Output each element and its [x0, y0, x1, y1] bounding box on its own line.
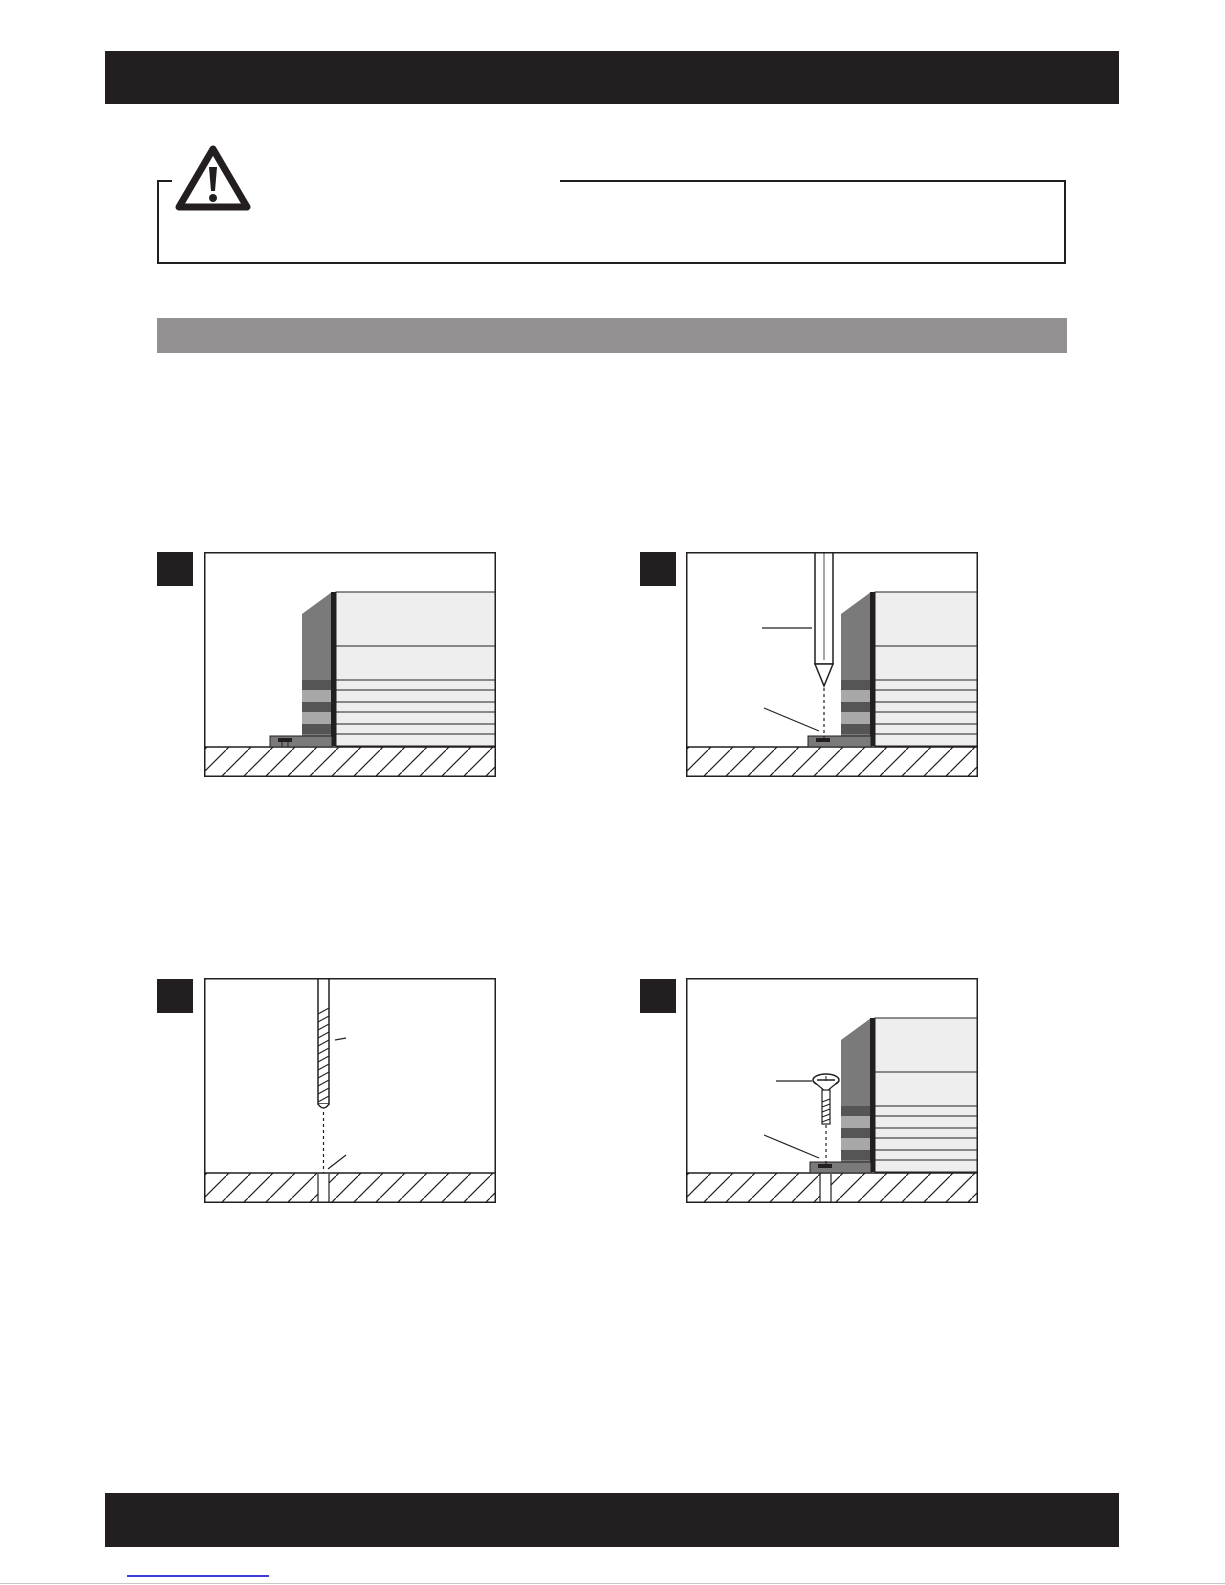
section-heading-bar	[157, 318, 1067, 353]
bracket-callout-line	[764, 1135, 819, 1158]
drill-bit-icon	[318, 978, 329, 1108]
mark-callout-line	[764, 708, 819, 731]
step-4-illustration	[686, 978, 978, 1203]
drill-callout-line	[335, 1038, 346, 1040]
bottom-link-underline[interactable]	[127, 1575, 269, 1577]
cabinet-unit	[302, 592, 496, 746]
step-3-illustration	[204, 978, 496, 1203]
pencil-icon	[815, 552, 833, 686]
step-badge-3	[157, 979, 193, 1013]
step-1-illustration	[204, 552, 496, 777]
hole-callout-line	[328, 1155, 346, 1169]
step-2-illustration	[686, 552, 978, 777]
floor-bracket	[270, 736, 332, 747]
step-badge-1	[157, 552, 193, 586]
warning-triangle-icon	[175, 145, 251, 211]
step-badge-4	[640, 979, 676, 1013]
warning-box	[157, 180, 1066, 264]
page-bottom-rule	[0, 1583, 1225, 1584]
screw-icon	[813, 1074, 839, 1124]
step-badge-2	[640, 552, 676, 586]
footer-bar	[105, 1493, 1119, 1547]
header-bar	[105, 51, 1119, 104]
